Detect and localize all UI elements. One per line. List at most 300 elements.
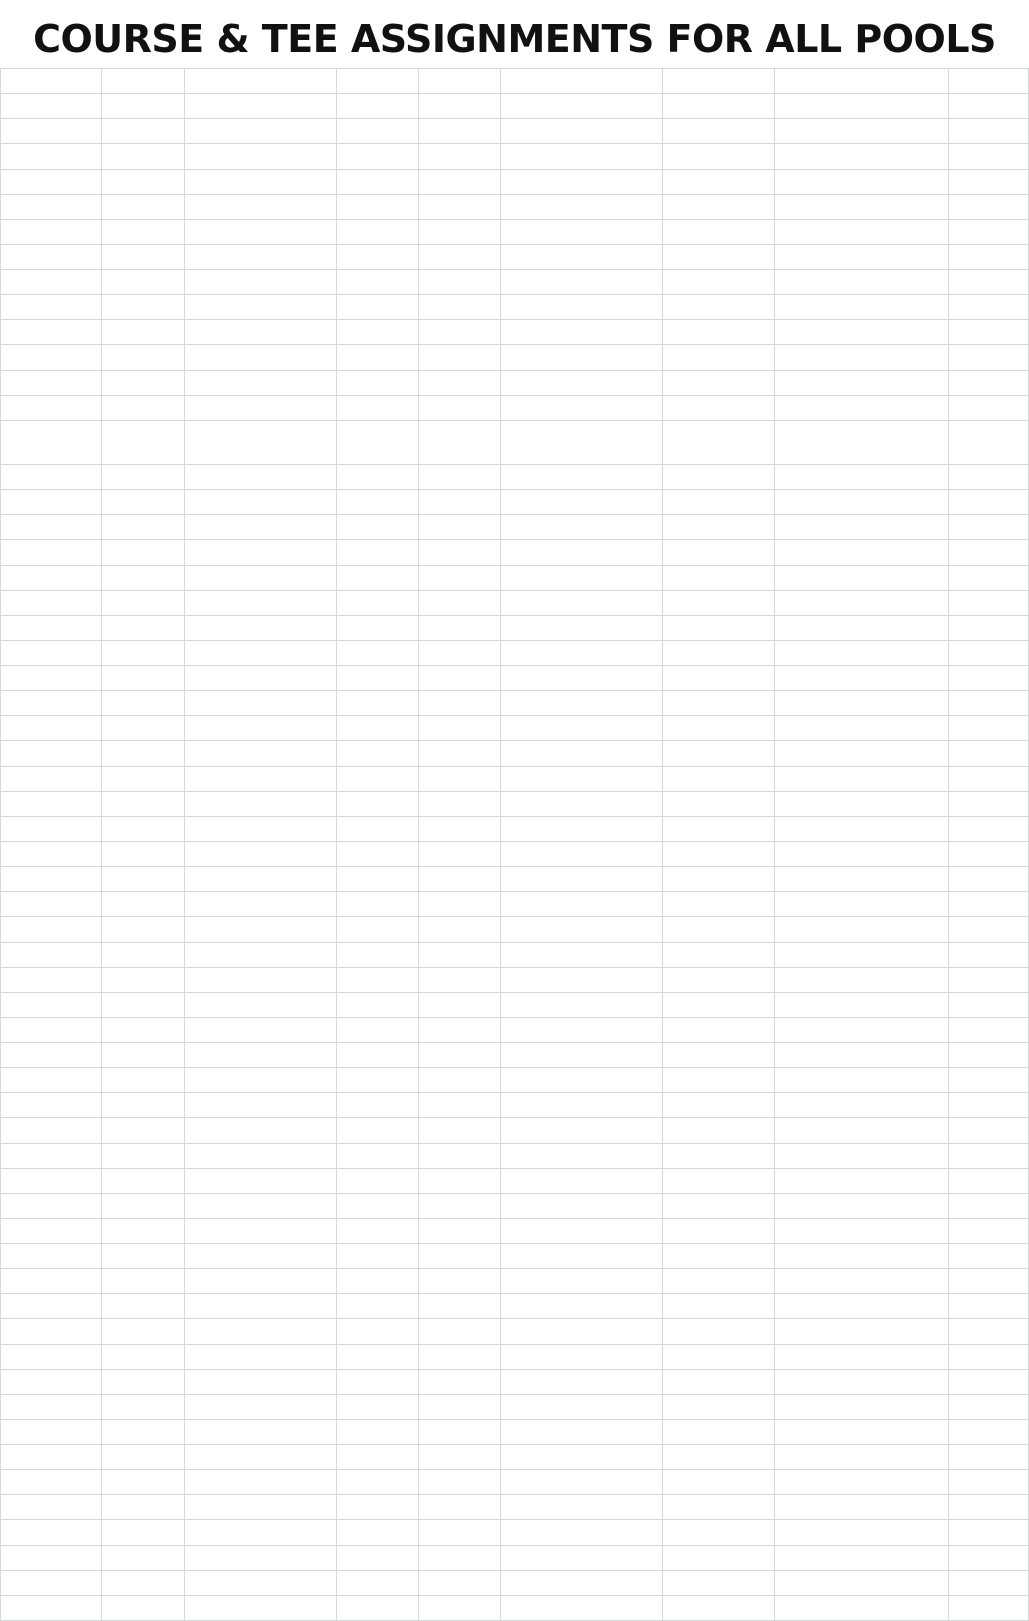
grid-row-line xyxy=(0,1168,1029,1169)
grid-row-line xyxy=(0,791,1029,792)
tee-value xyxy=(662,1597,774,1617)
tee-value xyxy=(101,196,184,216)
par-value xyxy=(336,246,418,266)
course-label xyxy=(0,743,101,763)
grid-row-line xyxy=(0,319,1029,320)
grid-row-line xyxy=(0,1595,1029,1596)
hole-number xyxy=(0,592,101,612)
grid-row-line xyxy=(0,1394,1029,1395)
hole-number xyxy=(0,246,101,266)
hole-number xyxy=(500,1346,662,1366)
hole-number xyxy=(0,894,101,914)
basket-note xyxy=(184,743,187,763)
hole-number xyxy=(0,944,101,964)
course-name xyxy=(662,994,774,1014)
par-value xyxy=(336,297,418,317)
par-value xyxy=(336,969,418,989)
par-value xyxy=(336,1019,418,1039)
grid-row-line xyxy=(0,1494,1029,1495)
tee-value xyxy=(662,592,774,612)
hole-number xyxy=(500,1271,662,1291)
par-value xyxy=(336,1095,418,1115)
basket-value xyxy=(774,1547,948,1567)
hole-number xyxy=(500,347,662,367)
basket-value xyxy=(184,397,187,417)
column-header-tee xyxy=(662,768,774,788)
tee-value xyxy=(101,567,184,587)
hole-number xyxy=(500,1246,662,1266)
basket-value xyxy=(184,844,336,864)
grid-row-line xyxy=(0,344,1029,345)
tee-value xyxy=(662,1447,774,1467)
hole-number xyxy=(0,567,101,587)
course-note xyxy=(774,994,948,1014)
tee-value xyxy=(101,347,184,367)
grid-row-line xyxy=(0,143,1029,144)
pool-label xyxy=(500,1095,662,1115)
tee-value xyxy=(662,1396,774,1416)
grid-row-line xyxy=(0,1369,1029,1370)
par-value xyxy=(336,517,418,537)
grid-row-line xyxy=(0,1017,1029,1018)
basket-value xyxy=(774,1396,948,1416)
grid-row-line xyxy=(0,967,1029,968)
hole-number xyxy=(500,1296,662,1316)
par-value xyxy=(948,372,1029,392)
column-header-tee xyxy=(662,1019,774,1039)
hole-value xyxy=(500,793,662,813)
basket-value xyxy=(184,542,187,562)
par-value xyxy=(336,994,418,1014)
grid-row-line xyxy=(0,1293,1029,1294)
grid-row-line xyxy=(0,942,1029,943)
hole-number xyxy=(500,592,662,612)
grid-row-line xyxy=(0,590,1029,591)
tee-value xyxy=(662,1572,774,1592)
grid-row-line xyxy=(0,93,1029,94)
pool-label xyxy=(500,71,662,91)
total-label xyxy=(184,643,336,663)
tee-value xyxy=(101,467,184,487)
grid-row-line xyxy=(0,665,1029,666)
grid-row-line xyxy=(0,489,1029,490)
par-value xyxy=(948,467,1029,487)
pool-label xyxy=(0,71,101,91)
basket-value xyxy=(184,372,187,392)
grid-row-line xyxy=(0,1268,1029,1269)
grid-row-line xyxy=(0,766,1029,767)
tee-value xyxy=(662,1246,774,1266)
hole-number xyxy=(500,1321,662,1341)
par-value xyxy=(336,919,418,939)
pool-label xyxy=(500,718,662,738)
hole-number xyxy=(0,467,101,487)
basket-value xyxy=(184,196,187,216)
tee-value xyxy=(101,617,184,637)
grid-row-line xyxy=(0,640,1029,641)
hole-number xyxy=(500,1195,662,1215)
pool-label xyxy=(500,844,662,864)
hole-number xyxy=(0,542,101,562)
par-value xyxy=(336,542,418,562)
basket-value xyxy=(774,1221,948,1241)
pool-label xyxy=(0,693,101,713)
tee-value xyxy=(662,196,774,216)
grid-row-line xyxy=(0,370,1029,371)
par-value xyxy=(948,171,1029,191)
hole-number xyxy=(500,146,662,166)
par-value xyxy=(336,894,418,914)
hole-number xyxy=(0,1095,101,1115)
tee-value xyxy=(662,793,774,813)
hole-number xyxy=(500,1522,662,1542)
tee-value xyxy=(101,372,184,392)
basket-value xyxy=(774,567,948,587)
grid-row-line xyxy=(0,1193,1029,1194)
grid-row-line xyxy=(0,740,1029,741)
basket-value xyxy=(184,467,187,487)
hole-number xyxy=(0,1045,101,1065)
total-label xyxy=(774,643,948,663)
basket-value xyxy=(184,1221,336,1241)
hole-number xyxy=(0,1019,101,1039)
par-value xyxy=(336,1070,418,1090)
column-header-par xyxy=(336,121,418,141)
grid-row-line xyxy=(0,1519,1029,1520)
par-value xyxy=(948,397,1029,417)
par-value xyxy=(336,272,418,292)
grid-row-line xyxy=(0,269,1029,270)
tee-value xyxy=(662,1296,774,1316)
column-header-tee xyxy=(101,121,184,141)
tee-value xyxy=(662,1195,774,1215)
column-header-hole xyxy=(500,121,662,141)
grid-row-line xyxy=(0,395,1029,396)
hole-number xyxy=(500,1497,662,1517)
hole-number xyxy=(500,397,662,417)
par-value xyxy=(336,844,418,864)
par-value xyxy=(336,171,418,191)
column-header-basket xyxy=(774,1019,948,1039)
total-value xyxy=(336,643,418,663)
hole-number xyxy=(500,297,662,317)
hole-number xyxy=(0,372,101,392)
par-value xyxy=(336,1221,418,1241)
hole-number xyxy=(0,1120,101,1140)
par-value xyxy=(948,567,1029,587)
grid-row-line xyxy=(0,1067,1029,1068)
tee-value xyxy=(101,146,184,166)
hole-number xyxy=(500,246,662,266)
par-value xyxy=(336,492,418,512)
basket-value xyxy=(184,246,187,266)
hole-number xyxy=(0,1070,101,1090)
column-header-tee xyxy=(662,1145,774,1165)
basket-value xyxy=(774,617,948,637)
par-value xyxy=(336,1045,418,1065)
tee-value xyxy=(101,919,184,939)
column-header-hole xyxy=(500,768,662,788)
grid-row-line xyxy=(0,841,1029,842)
tee-value xyxy=(101,171,184,191)
grid-row-line xyxy=(0,219,1029,220)
par-value xyxy=(336,1170,418,1190)
basket-value xyxy=(774,919,948,939)
grid-row-line xyxy=(0,1570,1029,1571)
tee-value xyxy=(662,567,774,587)
par-value xyxy=(336,322,418,342)
par-value xyxy=(336,944,418,964)
tee-value xyxy=(662,1170,774,1190)
course-name xyxy=(662,743,774,763)
grid-row-line xyxy=(0,1218,1029,1219)
basket-value xyxy=(774,1597,948,1617)
course-name xyxy=(662,1120,774,1140)
column-header-hole xyxy=(500,1145,662,1165)
hole-number xyxy=(500,1422,662,1442)
hole-number xyxy=(0,146,101,166)
basket-value xyxy=(774,1422,948,1442)
par-value xyxy=(948,196,1029,216)
tee-value xyxy=(662,1371,774,1391)
tee-value xyxy=(662,467,774,487)
hole-number xyxy=(500,1597,662,1617)
hole-number xyxy=(500,567,662,587)
tee-value xyxy=(101,1221,184,1241)
par-value xyxy=(336,347,418,367)
course-label xyxy=(500,96,662,116)
par-value xyxy=(336,869,418,889)
hole-number xyxy=(0,844,101,864)
grid-row-line xyxy=(0,690,1029,691)
grid-row-line xyxy=(0,464,1029,465)
hole-number xyxy=(500,617,662,637)
pool-label xyxy=(500,969,774,989)
basket-value xyxy=(184,272,187,292)
course-label xyxy=(500,1120,662,1140)
hole-number xyxy=(500,272,662,292)
basket-value xyxy=(184,297,187,317)
column-header-tee xyxy=(101,768,184,788)
grid-row-line xyxy=(0,194,1029,195)
grid-row-line xyxy=(0,565,1029,566)
par-value xyxy=(336,592,418,612)
basket-value xyxy=(774,1447,948,1467)
basket-value xyxy=(774,1572,948,1592)
basket-value xyxy=(184,322,187,342)
grid-row-line xyxy=(0,816,1029,817)
basket-value xyxy=(774,1371,948,1391)
column-header-par xyxy=(948,121,1029,141)
par-value xyxy=(336,397,418,417)
hole-number xyxy=(0,221,101,241)
par-value xyxy=(336,221,418,241)
grid-row-line xyxy=(0,1545,1029,1546)
par-value xyxy=(948,347,1029,367)
course-title-abbr xyxy=(101,718,184,738)
tee-value xyxy=(662,1346,774,1366)
par-value xyxy=(336,1120,418,1140)
grid-row-line xyxy=(0,1117,1029,1118)
hole-number xyxy=(500,517,662,537)
column-header-hole xyxy=(500,894,662,914)
hole-number xyxy=(0,196,101,216)
hole-number xyxy=(0,1170,101,1190)
grid-row-line xyxy=(0,1469,1029,1470)
column-header-basket xyxy=(774,1145,948,1165)
hole-number xyxy=(500,1547,662,1567)
tee-value xyxy=(101,994,184,1014)
hole-number xyxy=(0,869,101,889)
hole-number xyxy=(0,617,101,637)
basket-value xyxy=(184,617,187,637)
course-title xyxy=(0,718,3,738)
par-value xyxy=(948,517,1029,537)
hole-number xyxy=(500,492,662,512)
basket-value xyxy=(774,1246,948,1266)
grid-row-line xyxy=(0,615,1029,616)
hole-number xyxy=(500,1221,662,1241)
hole-number xyxy=(0,272,101,292)
page-title: COURSE & TEE ASSIGNMENTS FOR ALL POOLS xyxy=(33,17,996,61)
par-value xyxy=(336,818,418,838)
hole-number xyxy=(0,492,101,512)
hole-number xyxy=(0,1195,101,1215)
grid-row-line xyxy=(0,1042,1029,1043)
hole-number xyxy=(0,818,101,838)
grid-row-line xyxy=(0,244,1029,245)
hole-number xyxy=(0,322,101,342)
tee-value xyxy=(101,542,184,562)
basket-value xyxy=(774,1045,777,1065)
par-value xyxy=(948,542,1029,562)
column-header-tee xyxy=(662,894,774,914)
par-value xyxy=(336,372,418,392)
tee-value xyxy=(101,246,184,266)
hole-number xyxy=(0,994,101,1014)
grid-row-line xyxy=(0,992,1029,993)
hole-number xyxy=(0,919,101,939)
basket-value xyxy=(774,793,948,813)
column-header-hole xyxy=(0,768,101,788)
basket-value xyxy=(774,1472,948,1492)
tee-value xyxy=(662,1422,774,1442)
grid-row-line xyxy=(0,1344,1029,1345)
tee-value xyxy=(662,1221,774,1241)
grid-row-line xyxy=(0,891,1029,892)
hole-number xyxy=(500,1371,662,1391)
hole-number xyxy=(0,347,101,367)
tee-value xyxy=(101,322,184,342)
par-value xyxy=(948,592,1029,612)
hole-number xyxy=(500,196,662,216)
column-header-basket xyxy=(774,768,948,788)
column-header-basket xyxy=(774,894,948,914)
hole-number xyxy=(500,1396,662,1416)
hole-number xyxy=(500,1572,662,1592)
assignment-sheet xyxy=(0,68,1029,1620)
hole-number xyxy=(500,467,662,487)
basket-value xyxy=(774,1321,948,1341)
column-header-basket xyxy=(774,121,948,141)
tee-value xyxy=(101,517,184,537)
hole-number xyxy=(500,372,662,392)
column-header-basket xyxy=(184,768,336,788)
basket-value xyxy=(184,492,187,512)
par-value xyxy=(336,1145,418,1165)
hole-number xyxy=(500,322,662,342)
par-value xyxy=(948,322,1029,342)
hole-number xyxy=(500,1170,662,1190)
course-name xyxy=(101,96,336,116)
course-label xyxy=(500,994,662,1014)
grid-row-line xyxy=(0,1243,1029,1244)
hole-number xyxy=(0,297,101,317)
tee-value xyxy=(662,146,774,166)
course-label xyxy=(500,869,662,889)
par-value xyxy=(948,146,1029,166)
grid-row-line xyxy=(0,1444,1029,1445)
par-value xyxy=(336,793,418,813)
tee-value xyxy=(662,919,774,939)
hole-number xyxy=(0,793,101,813)
column-header-tee xyxy=(662,121,774,141)
grid-row-line xyxy=(0,916,1029,917)
tee-value xyxy=(662,1547,774,1567)
grid-row-line xyxy=(0,514,1029,515)
tee-value xyxy=(101,221,184,241)
column-header-hole xyxy=(0,121,101,141)
hole-number xyxy=(0,397,101,417)
tee-value xyxy=(662,1472,774,1492)
basket-value xyxy=(774,1497,948,1517)
par-value xyxy=(336,617,418,637)
hole-number xyxy=(500,221,662,241)
par-value xyxy=(948,492,1029,512)
grid-row-line xyxy=(0,539,1029,540)
grid-row-line xyxy=(0,420,1029,421)
basket-value xyxy=(774,1346,948,1366)
basket-value xyxy=(184,347,187,367)
grid-row-line xyxy=(0,68,1029,69)
hole-number xyxy=(0,517,101,537)
par-value xyxy=(336,146,418,166)
course-name xyxy=(101,743,184,763)
par-value xyxy=(948,297,1029,317)
tee-value xyxy=(662,1321,774,1341)
basket-value xyxy=(184,221,187,241)
par-value xyxy=(948,221,1029,241)
course-name xyxy=(662,869,665,889)
par-value xyxy=(948,246,1029,266)
grid-row-line xyxy=(0,1419,1029,1420)
course-name xyxy=(662,96,774,116)
par-value xyxy=(948,272,1029,292)
hole-number xyxy=(0,1221,101,1241)
tee-value xyxy=(101,297,184,317)
hole-number xyxy=(500,1447,662,1467)
tee-value xyxy=(101,397,184,417)
hole-number xyxy=(500,171,662,191)
basket-value xyxy=(774,1522,948,1542)
grid-row-line xyxy=(0,1092,1029,1093)
basket-value xyxy=(184,171,187,191)
grid-row-line xyxy=(0,1318,1029,1319)
tee-value xyxy=(662,1497,774,1517)
tee-value xyxy=(662,1522,774,1542)
grid-row-line xyxy=(0,1143,1029,1144)
basket-value xyxy=(184,517,187,537)
